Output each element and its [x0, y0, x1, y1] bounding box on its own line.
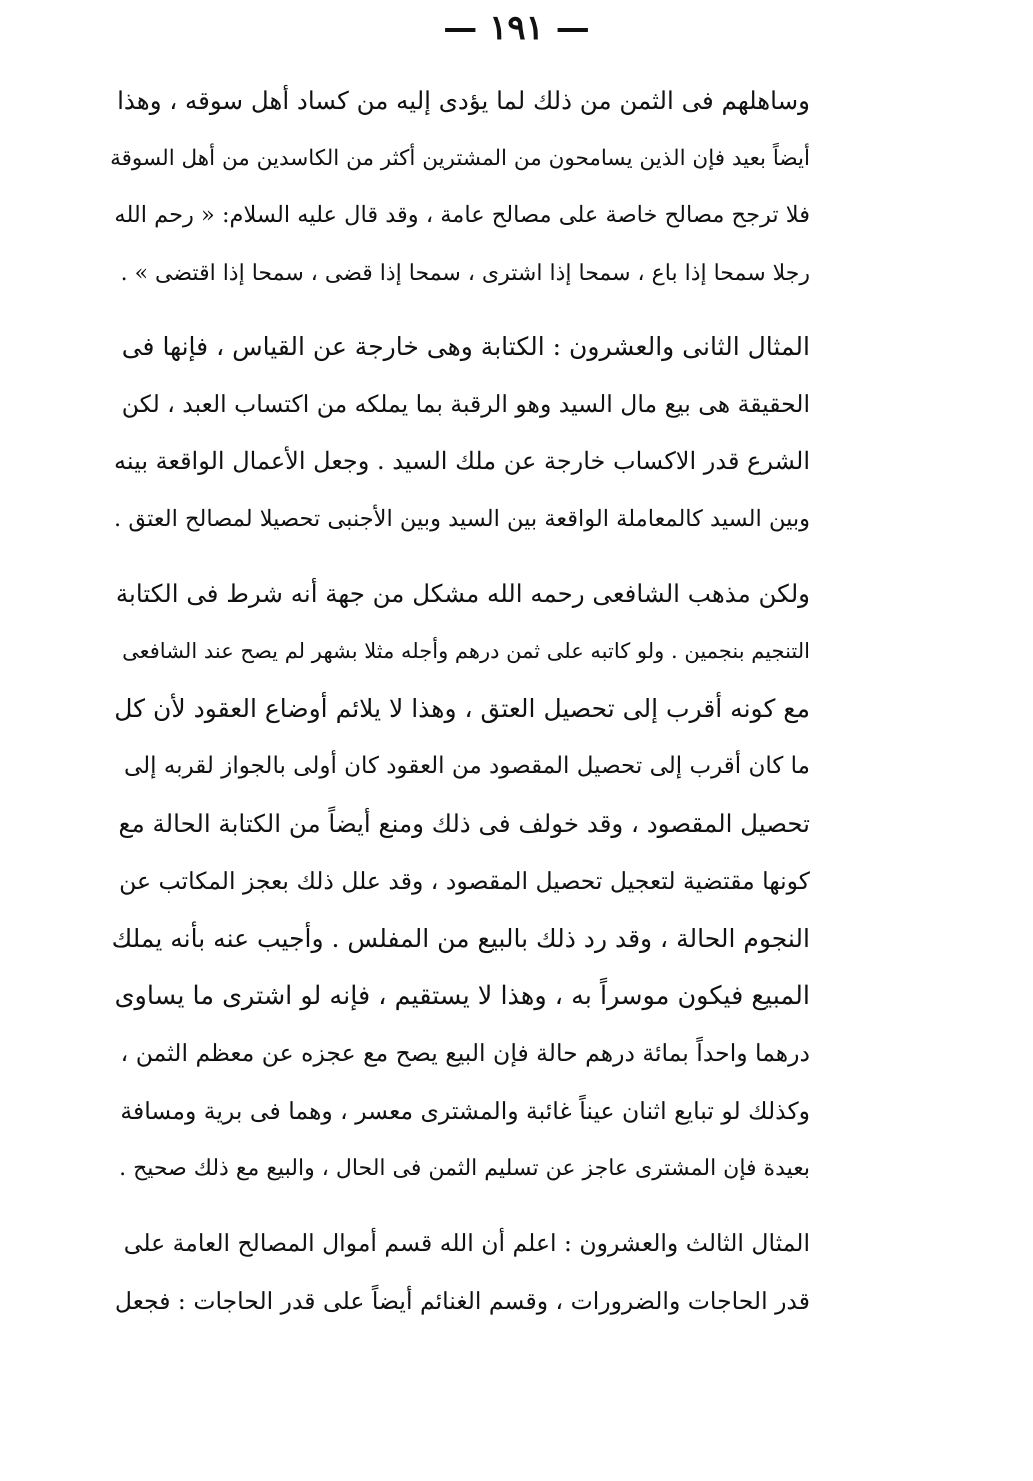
- text-line: ولكن مذهب الشافعى رحمه الله مشكل من جهة أنه شرط فى الكتابة: [115, 579, 810, 608]
- text-line: وكذلك لو تبايع اثنان عيناً غائبة والمشترى معسر ، وهما فى برية ومسافة: [120, 1096, 810, 1125]
- text-line: كونها مقتضية لتعجيل تحصيل المقصود ، وقد علل ذلك بعجز المكاتب عن: [119, 866, 810, 895]
- text-line: النجوم الحالة ، وقد رد ذلك بالبيع من المفلس . وأجيب عنه بأنه يملك: [111, 924, 810, 953]
- text-line: درهما واحداً بمائة درهم حالة فإن البيع يصح مع عجزه عن معظم الثمن ،: [120, 1039, 810, 1067]
- paragraph: [110, 565, 810, 1198]
- text-line: أيضاً بعيد فإن الذين يسامحون من المشترين أكثر من الكاسدين من أهل السوقة: [110, 145, 810, 171]
- page-number: — ۱۹۱ —: [443, 8, 590, 48]
- paragraph: [110, 72, 810, 302]
- text-line: الحقيقة هى بيع مال السيد وهو الرقبة بما يملكه من اكتساب العبد ، لكن: [121, 389, 810, 418]
- paragraph: [110, 1215, 810, 1330]
- text-line: المثال الثانى والعشرون : الكتابة وهى خارجة عن القياس ، فإنها فى: [121, 332, 810, 361]
- text-line: قدر الحاجات والضرورات ، وقسم الغنائم أيضاً على قدر الحاجات : فجعل: [114, 1286, 810, 1315]
- text-line: ما كان أقرب إلى تحصيل المقصود من العقود كان أولى بالجواز لقربه إلى: [123, 752, 810, 779]
- text-line: المبيع فيكون موسراً به ، وهذا لا يستقيم ، فإنه لو اشترى ما يساوى: [114, 980, 810, 1011]
- text-line: وبين السيد كالمعاملة الواقعة بين السيد وبين الأجنبى تحصيلا لمصالح العتق .: [114, 505, 810, 532]
- text-line: فلا ترجح مصالح خاصة على مصالح عامة ، وقد قال عليه السلام: « رحم الله: [114, 202, 810, 228]
- text-line: التنجيم بنجمين . ولو كاتبه على ثمن درهم وأجله مثلا بشهر لم يصح عند الشافعى: [122, 638, 810, 663]
- text-line: وساهلهم فى الثمن من ذلك لما يؤدى إليه من كساد أهل سوقه ، وهذا: [117, 86, 810, 115]
- text-line: المثال الثالث والعشرون : اعلم أن الله قسم أموال المصالح العامة على: [123, 1229, 810, 1257]
- paragraph: [110, 318, 810, 548]
- text-line: رجلا سمحا إذا باع ، سمحا إذا اشترى ، سمحا إذا قضى ، سمحا إذا اقتضى » .: [120, 260, 810, 286]
- text-line: تحصيل المقصود ، وقد خولف فى ذلك ومنع أيضاً من الكتابة الحالة مع: [118, 809, 810, 838]
- text-line: بعيدة فإن المشترى عاجز عن تسليم الثمن فى الحال ، والبيع مع ذلك صحيح .: [119, 1156, 810, 1181]
- text-line: مع كونه أقرب إلى تحصيل العتق ، وهذا لا يلائم أوضاع العقود لأن كل: [114, 694, 810, 723]
- text-line: الشرع قدر الاكساب خارجة عن ملك السيد . وجعل الأعمال الواقعة بينه: [113, 447, 810, 475]
